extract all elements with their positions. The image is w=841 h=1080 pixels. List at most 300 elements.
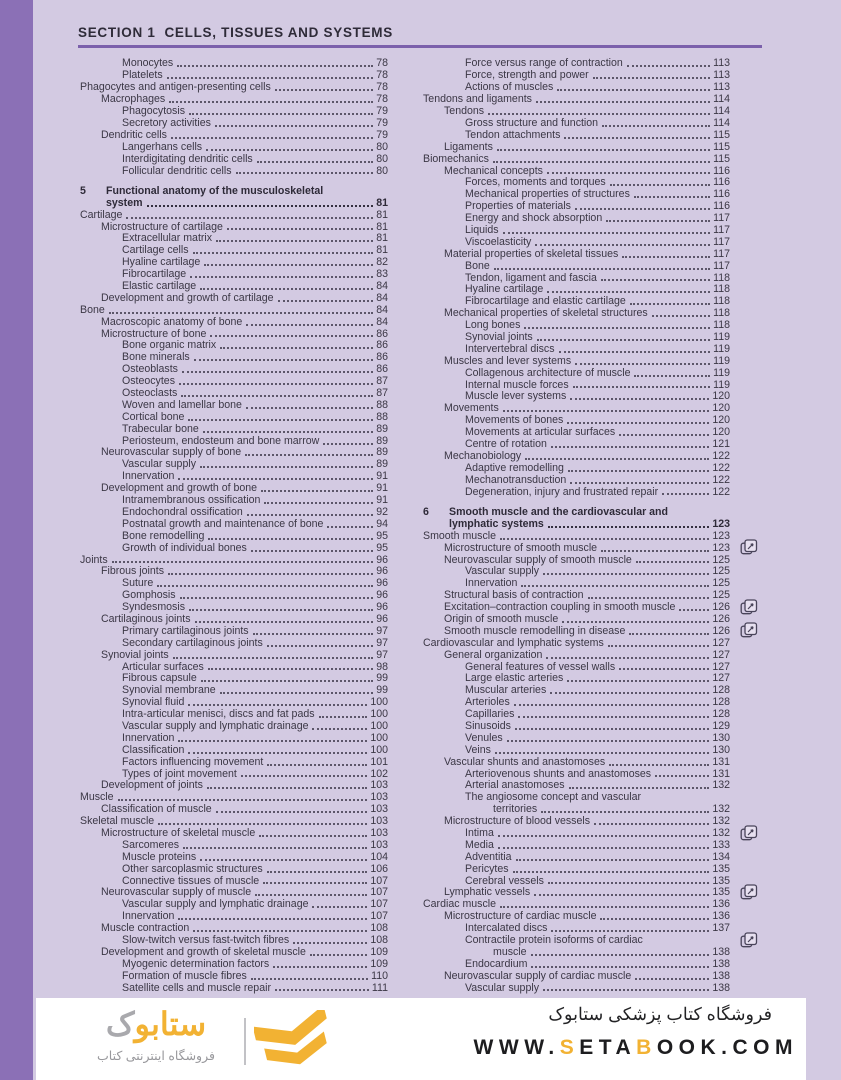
toc-entry-row bbox=[444, 590, 730, 602]
toc-entry-row bbox=[465, 70, 730, 82]
entry-label: Muscle contraction bbox=[101, 922, 190, 935]
page-number: 126 bbox=[712, 612, 730, 625]
toc-entry-row bbox=[122, 720, 388, 732]
dot-leader bbox=[246, 407, 373, 409]
page-number: 115 bbox=[713, 140, 730, 153]
dot-leader bbox=[619, 434, 709, 436]
entry-label: Dendritic cells bbox=[101, 128, 167, 141]
page-number: 78 bbox=[376, 69, 388, 82]
entry-label: Actions of muscles bbox=[465, 81, 554, 94]
page-number: 91 bbox=[376, 482, 388, 495]
online-content-icon bbox=[740, 622, 758, 638]
page-number: 106 bbox=[370, 862, 388, 875]
footer-url-part: S bbox=[559, 1036, 580, 1059]
entry-label: Suture bbox=[122, 577, 154, 590]
toc-entry-row bbox=[80, 304, 388, 316]
toc-entry-row bbox=[101, 221, 388, 233]
chapter-number: 6 bbox=[423, 505, 429, 518]
dot-leader bbox=[190, 276, 373, 278]
page-number: 89 bbox=[376, 458, 388, 471]
page-number: 107 bbox=[370, 874, 388, 887]
dot-leader bbox=[323, 443, 373, 445]
dot-leader bbox=[570, 398, 709, 400]
toc-entry-row bbox=[465, 129, 730, 141]
entry-label: Connective tissues of muscle bbox=[122, 874, 260, 887]
dot-leader bbox=[543, 989, 709, 991]
toc-entry-row bbox=[122, 518, 388, 530]
toc-entry-row bbox=[465, 117, 730, 129]
entry-label: Sarcomeres bbox=[122, 838, 180, 851]
page-number: 103 bbox=[370, 826, 388, 839]
dot-leader bbox=[594, 823, 709, 825]
entry-label: Postnatal growth and maintenance of bone bbox=[122, 517, 324, 530]
toc-entry-row bbox=[122, 661, 388, 673]
entry-label: Growth of individual bones bbox=[122, 541, 247, 554]
toc-entry-row bbox=[101, 804, 388, 816]
toc-entry-row bbox=[444, 911, 730, 923]
toc-entry-row bbox=[465, 379, 730, 391]
entry-label: Liquids bbox=[465, 223, 499, 236]
toc-entry-row bbox=[444, 542, 730, 554]
dot-leader bbox=[278, 300, 374, 302]
toc-entry-row bbox=[122, 899, 388, 911]
dot-leader bbox=[494, 268, 710, 270]
section-header: SECTION 1 CELLS, TISSUES AND SYSTEMS bbox=[78, 25, 393, 40]
entry-label: Phagocytes and antigen-presenting cells bbox=[80, 81, 271, 94]
footer-url-part: ETA bbox=[579, 1036, 637, 1059]
toc-entry-row bbox=[465, 189, 730, 201]
dot-leader bbox=[655, 775, 709, 777]
toc-entry-row bbox=[465, 296, 730, 308]
entry-label: Tendon, ligament and fascia bbox=[465, 271, 597, 284]
dot-leader bbox=[173, 657, 373, 659]
page-number: 103 bbox=[370, 838, 388, 851]
dot-leader bbox=[515, 728, 709, 730]
dot-leader bbox=[312, 728, 367, 730]
toc-entry-row bbox=[465, 720, 730, 732]
toc-entry-row bbox=[465, 439, 730, 451]
toc-entry-row bbox=[465, 58, 730, 70]
page-number: 125 bbox=[712, 553, 730, 566]
dot-leader bbox=[493, 161, 710, 163]
dot-leader bbox=[602, 125, 710, 127]
entry-label: Intervertebral discs bbox=[465, 342, 555, 355]
entry-label: Forces, moments and torques bbox=[465, 176, 606, 189]
entry-label: Articular surfaces bbox=[122, 660, 204, 673]
toc-entry-row bbox=[465, 260, 730, 272]
entry-label: Movements bbox=[444, 402, 499, 415]
dot-leader bbox=[200, 859, 367, 861]
dot-leader bbox=[245, 454, 373, 456]
dot-leader bbox=[547, 172, 710, 174]
page-number: 120 bbox=[712, 414, 730, 427]
logo-divider bbox=[244, 1018, 246, 1065]
page-number: 101 bbox=[370, 755, 388, 768]
entry-label: Extracellular matrix bbox=[122, 232, 213, 245]
entry-label: Microstructure of smooth muscle bbox=[444, 541, 598, 554]
entry-label: Mechanical concepts bbox=[444, 164, 543, 177]
dot-leader bbox=[183, 847, 367, 849]
dot-leader bbox=[177, 65, 373, 67]
toc-entry-row bbox=[465, 427, 730, 439]
entry-label: Intima bbox=[465, 826, 494, 839]
dot-leader bbox=[531, 966, 709, 968]
page-number: 100 bbox=[370, 731, 388, 744]
page-number: 89 bbox=[376, 446, 388, 459]
toc-entry-row bbox=[101, 129, 388, 141]
entry-label: Hyaline cartilage bbox=[465, 283, 544, 296]
toc-entry-row bbox=[122, 590, 388, 602]
page-number: 132 bbox=[712, 779, 730, 792]
toc-entry-row bbox=[122, 673, 388, 685]
entry-label: Joints bbox=[80, 553, 108, 566]
page-number: 138 bbox=[712, 957, 730, 970]
entry-label: Interdigitating dendritic cells bbox=[122, 152, 253, 165]
toc-entry-row bbox=[122, 875, 388, 887]
page-number: 122 bbox=[712, 473, 730, 486]
dot-leader bbox=[500, 906, 709, 908]
toc-entry-row bbox=[122, 435, 388, 447]
entry-label: Cardiac muscle bbox=[423, 898, 497, 911]
toc-entry-row bbox=[122, 281, 388, 293]
entry-label: General organization bbox=[444, 648, 543, 661]
toc-entry-row bbox=[465, 462, 730, 474]
entry-label: Contractile protein isoforms of cardiac bbox=[465, 934, 643, 946]
page-number: 120 bbox=[712, 426, 730, 439]
dot-leader bbox=[168, 573, 373, 575]
entry-label: Neurovascular supply of smooth muscle bbox=[444, 553, 632, 566]
page-number: 114 bbox=[713, 105, 730, 118]
page-number: 117 bbox=[713, 212, 730, 225]
toc-entry-row bbox=[122, 58, 388, 70]
toc-entry-row bbox=[122, 625, 388, 637]
page-number: 134 bbox=[712, 850, 730, 863]
dot-leader bbox=[567, 680, 709, 682]
page-number: 130 bbox=[712, 743, 730, 756]
dot-leader bbox=[208, 538, 373, 540]
logo-word-yellow: ستابو bbox=[134, 1006, 207, 1042]
page-number: 116 bbox=[713, 200, 730, 213]
toc-entry-row bbox=[101, 613, 388, 625]
dot-leader bbox=[514, 704, 710, 706]
dot-leader bbox=[169, 101, 373, 103]
page-number: 110 bbox=[371, 969, 388, 982]
dot-leader bbox=[575, 363, 710, 365]
toc-entry-row bbox=[465, 578, 730, 590]
entry-label: Microstructure of skeletal muscle bbox=[101, 826, 256, 839]
entry-label: Other sarcoplasmic structures bbox=[122, 862, 263, 875]
toc-entry-row bbox=[465, 768, 730, 780]
toc-entry-row bbox=[444, 308, 730, 320]
page-number: 132 bbox=[712, 803, 730, 816]
page-number: 133 bbox=[712, 838, 730, 851]
logo-subtitle: فروشگاه اینترنتی کتاب bbox=[97, 1049, 215, 1063]
toc-entry-row bbox=[101, 828, 388, 840]
entry-label: Classification of muscle bbox=[101, 803, 212, 816]
toc-entry-row bbox=[122, 530, 388, 542]
toc-entry-row bbox=[423, 530, 730, 542]
toc-entry-row bbox=[444, 355, 730, 367]
page-number: 100 bbox=[370, 696, 388, 709]
page-number: 108 bbox=[370, 934, 388, 946]
entry-label: Hyaline cartilage bbox=[122, 256, 201, 269]
page-number: 99 bbox=[376, 684, 388, 697]
dot-leader bbox=[112, 561, 374, 563]
dot-leader bbox=[601, 279, 710, 281]
page-number: 119 bbox=[713, 342, 730, 355]
entry-label: Langerhans cells bbox=[122, 140, 203, 153]
chapter-number: 5 bbox=[80, 184, 86, 197]
page-number: 118 bbox=[713, 295, 730, 308]
dot-leader bbox=[503, 410, 710, 412]
entry-label: Osteoclasts bbox=[122, 387, 178, 400]
toc-entry-row bbox=[122, 851, 388, 863]
dot-leader bbox=[575, 208, 710, 210]
entry-label: Classification bbox=[122, 743, 185, 756]
entry-label: Internal muscle forces bbox=[465, 378, 569, 391]
entry-label: Fibrous joints bbox=[101, 565, 164, 578]
dot-leader bbox=[206, 149, 373, 151]
page-number: 138 bbox=[712, 981, 730, 994]
entry-label: Mechanical properties of skeletal structures bbox=[444, 307, 648, 320]
entry-label: Vascular supply and lymphatic drainage bbox=[122, 898, 309, 911]
toc-entry-row bbox=[101, 649, 388, 661]
online-content-icon bbox=[740, 539, 758, 555]
entry-label: Secondary cartilaginous joints bbox=[122, 636, 263, 649]
entry-label: Phagocytosis bbox=[122, 105, 186, 118]
toc-entry-row bbox=[122, 863, 388, 875]
page-number: 119 bbox=[713, 354, 730, 367]
entry-label: Smooth muscle and the cardiovascular and bbox=[449, 505, 668, 518]
toc-entry-row bbox=[122, 257, 388, 269]
setabook-logo-wordmark bbox=[74, 1004, 238, 1044]
entry-label: Macroscopic anatomy of bone bbox=[101, 315, 243, 328]
entry-label: Sinusoids bbox=[465, 719, 511, 732]
entry-label: Degeneration, injury and frustrated repair bbox=[465, 485, 659, 498]
dot-leader bbox=[208, 668, 373, 670]
entry-label: Force versus range of contraction bbox=[465, 57, 623, 70]
page-number: 82 bbox=[376, 256, 388, 269]
dot-leader bbox=[548, 526, 710, 528]
dot-leader bbox=[543, 573, 709, 575]
toc-entry-row bbox=[465, 923, 730, 935]
entry-label: Functional anatomy of the musculoskeletal bbox=[106, 184, 324, 197]
toc-entry-row bbox=[444, 450, 730, 462]
dot-leader bbox=[255, 894, 367, 896]
entry-label: Development and growth of skeletal muscle bbox=[101, 945, 306, 958]
dot-leader bbox=[312, 906, 367, 908]
page-number: 118 bbox=[713, 307, 730, 320]
dot-leader bbox=[497, 149, 710, 151]
dot-leader bbox=[118, 799, 368, 801]
toc-entry-row bbox=[465, 236, 730, 248]
page-number: 86 bbox=[376, 339, 388, 352]
page-number: 102 bbox=[370, 767, 388, 780]
toc-entry-row bbox=[122, 578, 388, 590]
dot-leader bbox=[220, 692, 374, 694]
toc-entry-row bbox=[465, 780, 730, 792]
page-number: 108 bbox=[370, 922, 388, 935]
footer-url-part: B bbox=[636, 1036, 657, 1059]
toc-entry-row bbox=[465, 709, 730, 721]
page-number: 118 bbox=[713, 319, 730, 332]
entry-label: Bone minerals bbox=[122, 351, 190, 364]
page-number: 135 bbox=[712, 862, 730, 875]
page-number: 79 bbox=[376, 116, 388, 129]
entry-label: Macrophages bbox=[101, 93, 166, 106]
dot-leader bbox=[182, 371, 373, 373]
entry-label: Innervation bbox=[122, 470, 175, 483]
toc-entry-row bbox=[80, 792, 388, 804]
dot-leader bbox=[534, 894, 709, 896]
entry-label: Excitation–contraction coupling in smooth muscle bbox=[444, 601, 676, 614]
entry-label: Cerebral vessels bbox=[465, 874, 544, 887]
page-number: 122 bbox=[712, 449, 730, 462]
dot-leader bbox=[498, 835, 709, 837]
page-number: 115 bbox=[713, 128, 730, 141]
page-number: 137 bbox=[712, 922, 730, 935]
entry-label: Arterial anastomoses bbox=[465, 779, 565, 792]
page-number: 127 bbox=[712, 660, 730, 673]
dot-leader bbox=[207, 787, 367, 789]
page-number: 127 bbox=[712, 636, 730, 649]
dot-leader bbox=[488, 113, 710, 115]
dot-leader bbox=[220, 347, 373, 349]
dot-leader bbox=[201, 680, 373, 682]
entry-label: Muscular arteries bbox=[465, 684, 547, 697]
page-number: 123 bbox=[712, 529, 730, 542]
page-number: 125 bbox=[712, 589, 730, 602]
dot-leader bbox=[275, 989, 369, 991]
entry-label: Intercalated discs bbox=[465, 922, 548, 935]
page-number: 107 bbox=[370, 886, 388, 899]
entry-label: Primary cartilaginous joints bbox=[122, 624, 249, 637]
entry-label: Follicular dendritic cells bbox=[122, 164, 232, 177]
entry-label: Synovial membrane bbox=[122, 684, 216, 697]
entry-label: Types of joint movement bbox=[122, 767, 237, 780]
toc-entry-row bbox=[444, 649, 730, 661]
page-number: 96 bbox=[376, 553, 388, 566]
dot-leader bbox=[267, 871, 368, 873]
dot-leader bbox=[189, 113, 373, 115]
dot-leader bbox=[253, 633, 374, 635]
page-number: 135 bbox=[712, 886, 730, 899]
page-number: 80 bbox=[376, 164, 388, 177]
entry-label: Periosteum, endosteum and bone marrow bbox=[122, 434, 320, 447]
toc-entry-row bbox=[465, 474, 730, 486]
entry-label: Osteocytes bbox=[122, 375, 175, 388]
page-number: 128 bbox=[712, 708, 730, 721]
entry-label: Structural basis of contraction bbox=[444, 589, 584, 602]
toc-entry-row bbox=[101, 923, 388, 935]
page-number: 117 bbox=[713, 247, 730, 260]
dot-leader bbox=[193, 252, 374, 254]
page-number: 99 bbox=[376, 672, 388, 685]
toc-entry-row bbox=[465, 685, 730, 697]
page-number: 107 bbox=[370, 910, 388, 923]
page-number: 125 bbox=[712, 565, 730, 578]
toc-chapter-heading bbox=[423, 506, 730, 518]
dot-leader bbox=[513, 871, 710, 873]
toc-entry-row bbox=[122, 756, 388, 768]
page-number: 121 bbox=[712, 437, 730, 450]
page-number: 136 bbox=[712, 910, 730, 923]
online-content-icon bbox=[740, 884, 758, 900]
dot-leader bbox=[189, 609, 373, 611]
page-number: 117 bbox=[713, 259, 730, 272]
dot-leader bbox=[524, 327, 710, 329]
page-number: 88 bbox=[376, 398, 388, 411]
entry-label: Myogenic determination factors bbox=[122, 957, 270, 970]
page-number: 96 bbox=[376, 612, 388, 625]
entry-label: Pericytes bbox=[465, 862, 509, 875]
page-number: 79 bbox=[376, 128, 388, 141]
page-number: 91 bbox=[376, 494, 388, 507]
toc-entry-row bbox=[101, 946, 388, 958]
dot-leader bbox=[200, 466, 373, 468]
dot-leader bbox=[195, 621, 374, 623]
entry-label: Secretory activities bbox=[122, 116, 211, 129]
dot-leader bbox=[630, 303, 710, 305]
toc-entry-row bbox=[122, 744, 388, 756]
entry-label: Origin of smooth muscle bbox=[444, 612, 559, 625]
toc-entry-row bbox=[80, 554, 388, 566]
entry-label: Energy and shock absorption bbox=[465, 212, 603, 225]
dot-leader bbox=[608, 645, 710, 647]
dot-leader bbox=[241, 775, 367, 777]
dot-leader bbox=[247, 514, 373, 516]
toc-entry-row bbox=[122, 839, 388, 851]
dot-leader bbox=[622, 256, 710, 258]
page-number: 115 bbox=[713, 152, 730, 165]
page-number: 103 bbox=[370, 779, 388, 792]
dot-leader bbox=[588, 597, 710, 599]
toc-entry-row bbox=[101, 780, 388, 792]
dot-leader bbox=[610, 184, 710, 186]
page-edge-strip bbox=[0, 0, 33, 1080]
entry-label: Cartilage bbox=[80, 208, 123, 221]
dot-leader bbox=[257, 161, 373, 163]
dot-leader bbox=[652, 315, 710, 317]
page-number: 92 bbox=[376, 505, 388, 518]
toc-entry-row bbox=[465, 863, 730, 875]
dot-leader bbox=[210, 335, 373, 337]
page-number: 81 bbox=[376, 208, 388, 221]
page-number: 81 bbox=[376, 232, 388, 245]
toc-entry-row bbox=[444, 554, 730, 566]
page-number: 95 bbox=[376, 529, 388, 542]
dot-leader bbox=[635, 978, 709, 980]
dot-leader bbox=[546, 657, 709, 659]
entry-label: Long bones bbox=[465, 319, 521, 332]
footer-url-part: OOK.COM bbox=[656, 1036, 798, 1059]
page-number: 86 bbox=[376, 351, 388, 364]
online-content-icon bbox=[740, 599, 758, 615]
toc-chapter-heading bbox=[449, 518, 730, 530]
page-number: 136 bbox=[712, 898, 730, 911]
entry-label: Capillaries bbox=[465, 708, 515, 721]
toc-entry-row bbox=[122, 352, 388, 364]
dot-leader bbox=[636, 561, 709, 563]
toc-entry-row bbox=[423, 637, 730, 649]
toc-entry-row bbox=[122, 637, 388, 649]
toc-entry-row bbox=[465, 331, 730, 343]
dot-leader bbox=[158, 823, 367, 825]
entry-label: Ligaments bbox=[444, 140, 493, 153]
toc-entry-row bbox=[122, 411, 388, 423]
footer-url bbox=[474, 1036, 798, 1060]
entry-label: lymphatic systems bbox=[449, 517, 544, 530]
